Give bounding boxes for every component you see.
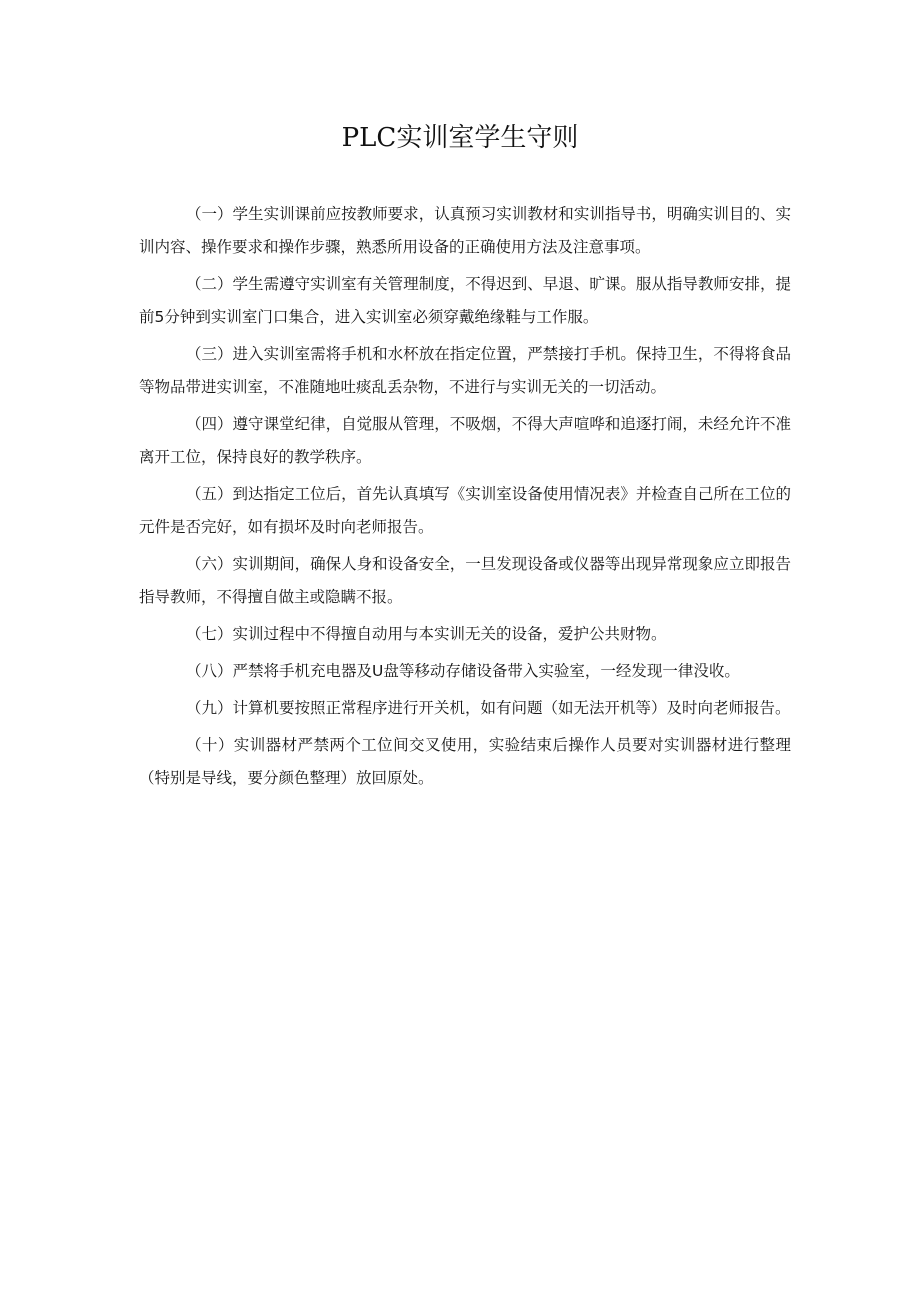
rule-item-4: （四）遵守课堂纪律，自觉服从管理，不吸烟，不得大声喧哗和追逐打闹，未经允许不准离开工位，保持良好的教学秩序。 bbox=[139, 415, 791, 466]
rule-item-8: （八）严禁将手机充电器及U盘等移动存储设备带入实验室，一经发现一律没收。 bbox=[186, 662, 740, 680]
rule-item-9: （九）计算机要按照正常程序进行开关机，如有问题（如无法开机等）及时向老师报告。 bbox=[186, 699, 791, 717]
rule-item-1: （一）学生实训课前应按教师要求，认真预习实训教材和实训指导书，明确实训目的、实训内容、操作要求和操作步骤，熟悉所用设备的正确使用方法及注意事项。 bbox=[139, 205, 791, 256]
rule-item-3: （三）进入实训室需将手机和水杯放在指定位置，严禁接打手机。保持卫生，不得将食品等物品带进实训室，不准随地吐痰乱丢杂物，不进行与实训无关的一切活动。 bbox=[139, 345, 791, 396]
document-title: PLC实训室学生守则 bbox=[341, 123, 579, 153]
rule-item-10: （十）实训器材严禁两个工位间交叉使用，实验结束后操作人员要对实训器材进行整理（特别是导线，要分颜色整理）放回原处。 bbox=[139, 736, 791, 787]
rules-list bbox=[139, 198, 791, 799]
rule-item-7: （七）实训过程中不得擅自动用与本实训无关的设备，爱护公共财物。 bbox=[186, 625, 667, 643]
rule-item-2: （二）学生需遵守实训室有关管理制度，不得迟到、早退、旷课。服从指导教师安排，提前5分钟到实训室门口集合，进入实训室必须穿戴绝缘鞋与工作服。 bbox=[139, 275, 791, 326]
rule-item-6: （六）实训期间，确保人身和设备安全，一旦发现设备或仪器等出现异常现象应立即报告指导教师，不得擅自做主或隐瞒不报。 bbox=[139, 555, 791, 606]
rule-item-5: （五）到达指定工位后，首先认真填写《实训室设备使用情况表》并检查自己所在工位的元件是否完好，如有损坏及时向老师报告。 bbox=[139, 485, 791, 536]
